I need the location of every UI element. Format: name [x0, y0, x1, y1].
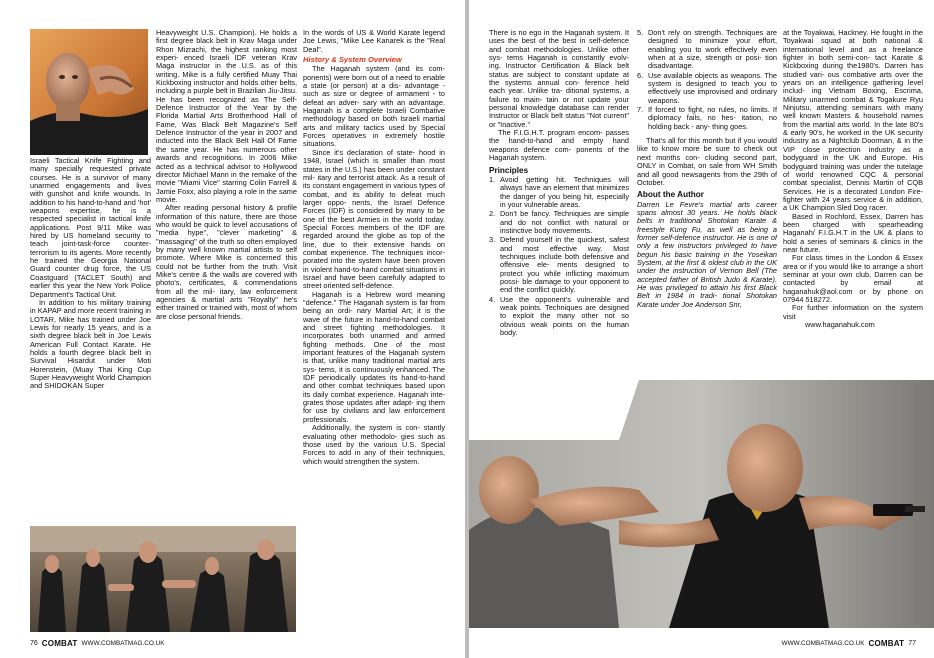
training-group-photo	[30, 526, 296, 632]
magazine-name: COMBAT	[41, 639, 78, 648]
list-item: 6. Use available objects as weapons. The system is designed to teach you to effectively use improvised and ordinary weapons.	[637, 70, 777, 105]
body-paragraph: That's all for this month but if you would like to know more be sure to check out next months con- cluding second part, ONLY in Combat, on sale from WH Smith and all good newsagents from the 29th of October.	[637, 136, 777, 187]
body-paragraph: Heavyweight U.S. Champion). He holds a first degree black belt in Krav Maga under Rhon Mizrachi, the highest ranking most experi- enced Israeli IDF veteran Krav Maga instructor in the U.S. as of this writing. Mike is a fully certified Muay Thai Kickboxing instructor and holds other belts, including a purple belt in Brazilian Jiu-Jitsu. He has been recognized as The Self-Defence Instructor of the Year by the Florida Martial Arts Brotherhood Hall of Fame, Was Black Belt Magazine's Self Defence Instructor of the year in 2007 and inducted into the Black Belt Hall Of Fame the same year. He has numerous other awards and recognitions. In 2006 Mike acted as a technical advisor to Hollywood director Michael Mann in the remake of the movie "Miami Vice" starring Colin Farrell & Jamie Foxx, also playing a role in the same movie.	[156, 29, 297, 204]
right-column-1	[489, 29, 629, 369]
body-paragraph: Haganah is a Hebrew word meaning "defence." The Haganah system is far from being an ordi- nary Martial Art; it is the wave of the future in hand-to-hand combat and street fighting methodologies. It incorporates both unarmed and armed fighting methods. One of the most important features of the Haganah system is that, unlike many traditional martial arts sys- tems, it is continuously enhanced. The IDF periodically updates its hand-to-hand and other combat techniques based upon its daily combat experience. Haganah inte- grates those updates after adapt- ing them for use by civilians and law enforcement professionals.	[303, 289, 445, 424]
portrait-photo	[30, 29, 148, 155]
author-paragraph: Based in Rochford, Essex, Darren has been charged with spearheading Haganah/ F.I.G.H.T in the UK & plans to hold a series of seminars & clinics in the near future.	[783, 211, 923, 254]
left-page	[0, 0, 465, 658]
list-item: 4. Use the opponent's vulnerable and weak points. Techniques are designed to exploit the many other not so obvious weak points on the human body.	[489, 294, 629, 338]
website-link[interactable]: www.haganahuk.com	[805, 320, 875, 330]
page-number: 77	[908, 640, 916, 647]
list-item: 5. Don't rely on strength. Techniques are designed to minimize your effort, enabling you to work effectively even when at a size, strength or posi- tion disadvantage.	[637, 29, 777, 71]
action-photo	[469, 380, 934, 628]
list-item: 3. Defend yourself in the quickest, safest and most effective way. Most techniques include both defensive and offensive ele- ments designed to protect you while inflicting maximum possi- ble damage to your opponent to end the conflict quickly.	[489, 235, 629, 295]
list-item: 1. Avoid getting hit. Techniques will always have an element that minimizes the danger of you being hit, especially in your vulnerable areas.	[489, 174, 629, 209]
author-paragraph: Darren Le Fevre's martial arts career spans almost 30 years. He holds black belts in traditional Shotokan Karate & freestyle Kung Fu, as well as being a former self-defence instructor. He is one of only a few instructors privileged to have begun his basic training in the Yoseikan System, at the first & oldest club in the UK under the instruction of Vernon Bell (The accepted father of British Judo & Karate). He was privileged to attain his first Black Belt in 1984 in tradi- tional Shotokan Karate under Joe Anderson Snr,	[637, 199, 777, 309]
body-paragraph: There is no ego in the Haganah system. It uses the best of the best in self-defence and combat methodologies. Unlike other sys- tems Haganah is constantly evolv- ing. Instructor Certification & Black belt status are subject to constant update at the systems annual con- ference held each year. Unlike tra- ditional systems, a failure to main- tain or not update your personal knowledge database can render Instructor or Black belt status "Not current" or "Inactive."	[489, 29, 629, 129]
principles-heading: Principles	[489, 165, 529, 175]
principles-list-continued	[637, 29, 777, 131]
author-paragraph: For further information on the system visit	[783, 303, 923, 321]
body-paragraph: In addition to his military training in KAPAP and more recent training in LOTAR, Mike has trained under Joe Lewis for nearly 15 years, and is a sixth degree black belt in Joe Lewis American Full Contact Karate. He holds a fourth degree black belt in Survival Hisardut under Moti Horenstein, (Muay Thai King Cup Super Heavyweight World Champion and SHIDOKAN Super	[30, 297, 151, 391]
author-heading: About the Author	[637, 190, 704, 200]
body-paragraph: After reading personal history & profile information of this nature, there are those who would be quick to level accusations of "media hype", "clever marketing" & "massaging" of the truth so often employed by many well known martial artists to self promote. Where Mike is concerned this could not be further from the truth. Visit Mike's centre & the walls are covered with photo's, certificates, & commendations from all the mil- itary, law enforcement agencies & martial arts "Royalty" he's either trained or trained with, most of whom are close personal friends.	[156, 203, 297, 321]
body-paragraph: Israeli Tactical Knife Fighting and many specially requested private courses. He is a survivor of many unarmed engagements and lives with gunshot and knife wounds. In addition to his hand-to-hand and 'hot' weapons expertise, he is a respected specialist in tactical knife applications. Post 9/11 Mike was hired by US homeland security to teach joint-task-force counter- terrorism to its agents. More recently he trained the Georgia National Guard counter drug force, the US Coastguard (TACLET South) and earlier this year the New York Police Department's Tactical Unit.	[30, 157, 151, 299]
left-column-3	[303, 29, 445, 645]
left-column-2	[156, 29, 297, 519]
magazine-name: COMBAT	[868, 639, 905, 648]
body-paragraph: Since it's declaration of state- hood in 1948, Israel (which is smaller than most states in the U.S.) has been under constant mil- itary and terrorist attack. As a result of its constant engagement in various types of combat, and its ability to defeat much larger oppo- nents, the Israel Defence Forces (IDF) is considered by many to be one of the best Armies in the world today. Special Forces members of the IDF are regarded around the globe as top of the line, due to their extensive hands on combat experience. The techniques incor- porated into the system have been proven in violent hand-to-hand combat situations in Israel and have been carefully adapted to street oriented self-defence.	[303, 147, 445, 291]
left-column-1	[30, 157, 151, 519]
body-paragraph: The F.I.G.H.T. program encom- passes the hand-to-hand and empty hand weapons defence com- ponents of the Haganah system.	[489, 128, 629, 163]
body-paragraph: Additionally, the system is con- stantly evaluating other methodolo- gies such as those used by the various U.S. Special Forces to add in any of their techniques, which would strengthen the system.	[303, 423, 445, 466]
body-paragraph: The Haganah system (and its com- ponents) were born out of a need to enable a state (or person) at a dis- advantage - such as size or degree of armament - to defeat an adver- sary with an advantage. Haganah is a complete Israeli Combative methodology based on both Israeli martial arts and military tactics used by Special Forces operatives in extremely hostile situations.	[303, 64, 445, 149]
page-number: 76	[30, 640, 38, 647]
left-folio	[30, 639, 164, 648]
section-subheading: History & System Overview	[303, 55, 402, 65]
author-paragraph: at the Toyakwai, Hackney. He fought in the Toyakwai squad at both national & international level and as a freelance fighter in both semi-con- tact Karate & Kickboxing during the1980's. Darren has studied vari- ous combative arts over the years on an intelligence gathering level includ- ing Vietnam Boxing, Escrima, Military unarmed combat & Togakure Ryu Ninjutsu, attending seminars with many well known Masters & household names from the martial arts world. In the late 80's & early 90's, he worked in the UK security industry as a Nightclub Doorman, & in the VIP close protection industry as a bodyguard in the UK and Europe. His bodyguard training was under the tutelage of world renowned CQC & personal combat specialist, Dennis Martin of CQB Services. He is a decorated London Fire-fighter with 24 years service & in addition, a UK Champion Sled Dog racer.	[783, 29, 923, 213]
list-item: 2. Don't be fancy. Techniques are simple and do not conflict with natural or instinctive body movements.	[489, 209, 629, 235]
body-paragraph: In the words of US & World Karate legend Joe Lewis, "Mike Lee Kanarek is the "Real Deal".	[303, 29, 445, 54]
principles-list	[489, 176, 629, 338]
right-page	[469, 0, 934, 658]
author-paragraph: For class times in the London & Essex area or if you would like to arrange a short seminar at your own club, Darren can be contacted by email at haganahuk@aol.com or by phone on 07944 518272.	[783, 253, 923, 304]
right-folio	[782, 639, 916, 648]
magazine-url: WWW.COMBATMAG.CO.UK	[781, 640, 865, 647]
list-item: 7. If forced to fight, no rules, no limits. If diplomacy fails, no hes- itation, no holding back - any- thing goes.	[637, 105, 777, 131]
magazine-url: WWW.COMBATMAG.CO.UK	[81, 640, 165, 647]
